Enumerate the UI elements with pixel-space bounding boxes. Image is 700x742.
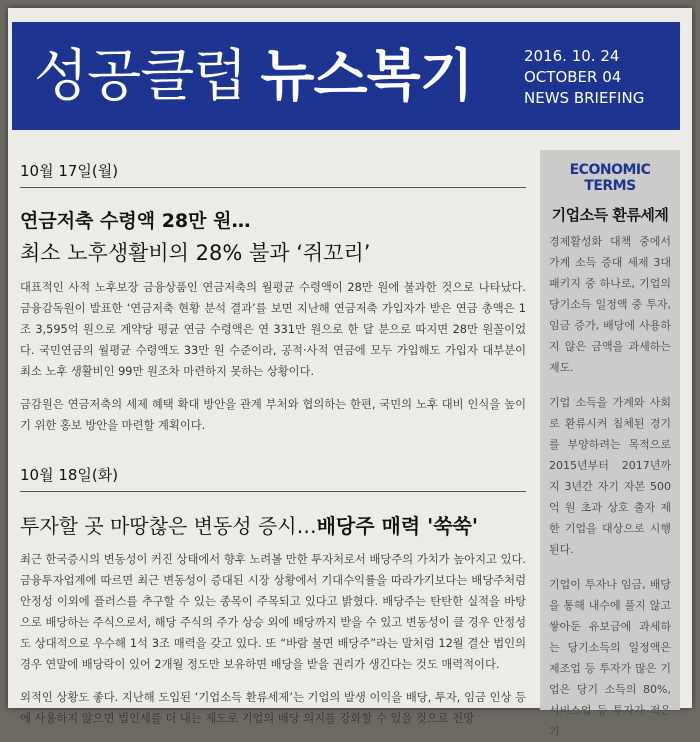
masthead-label: NEWS BRIEFING — [524, 89, 645, 107]
sidebar-term: 기업소득 환류세제 — [551, 206, 669, 224]
article-paragraph: 외적인 상황도 좋다. 지난해 도입된 ‘기업소득 환류세제’는 기업의 발생 이익을 배당, 투자, 임금 인상 등에 사용하지 않으면 법인세를 더 내는 제도로 기업의 배당 의지를 강화할 수 있을 것으로 전망 — [20, 691, 526, 725]
headline-bold-text: 배당주 매력 '쑥쑥' — [316, 514, 479, 538]
article-paragraph: 최근 한국증시의 변동성이 커진 상태에서 향후 노려볼 만한 투자처로서 배당주의 가치가 높아지고 있다. 금융투자업계에 따르면 최근 변동성이 증대된 시장 상황에서 기대수익률을 따라가기보다는 배당주처럼 안정성 이외에 플러스를 추구할 수 있는 종목이 주목되고 있다고 밝혔다. 배당주는 탄탄한 실적을 바탕으로 배당하는 주식으로서, 해당 주식의 주가 상승 외에 배당까지 받을 수 있고 변동성이 클 경우 안정성도 상대적으로 우수해 1석 3조 매력을 갖고 있다. 또 “바람 불면 배당주”라는 말처럼 12월 결산 법인의 경우 연말에 배당락이 있어 2개월 정도만 보유하면 배당을 받을 권리가 생긴다는 것도 매력적이다. — [20, 553, 526, 671]
article-date: 10월 18일(화) — [20, 464, 526, 492]
article-subheadline: 최소 노후생활비의 28% 불과 ‘쥐꼬리’ — [20, 241, 371, 265]
masthead-title-club: 성공클럽 — [34, 44, 247, 109]
headline-normal-text: 투자할 곳 마땅찮은 변동성 증시… — [20, 514, 317, 538]
masthead-title-news: 뉴스복기 — [260, 44, 473, 109]
masthead-date: 2016. 10. 24 — [524, 47, 620, 65]
masthead-edition: OCTOBER 04 — [524, 68, 622, 86]
sidebar-title: ECONOMIC TERMS — [569, 162, 651, 194]
masthead — [12, 22, 680, 130]
sidebar-paragraph: 경제활성화 대책 중에서 가계 소득 증대 세제 3대 패키지 중 하나로, 기업의 당기소득 일정액 중 투자, 임금 증가, 배당에 사용하지 않은 금액을 과세하는 제도. — [549, 235, 671, 374]
sidebar-paragraph: 기업 소득을 가계와 사회로 환류시켜 침체된 경기를 부양하려는 목적으로 2015년부터 2017년까지 3년간 자기 자본 500억 원 초과 상호 출자 제한 기업을 대상으로 시행된다. — [549, 396, 671, 556]
economic-terms-sidebar — [540, 150, 680, 738]
article-oct17 — [20, 160, 526, 436]
article-paragraph: 대표적인 사적 노후보장 금융상품인 연금저축의 월평균 수령액이 28만 원에 불과한 것으로 나타났다. 금융감독원이 발표한 ‘연금저축 현황 분석 결과’를 보면 지난해 연금저축 가입자가 받은 연금 총액은 1조 3,595억 원으로 계약당 평균 연금 수령액은 연 331만 원으로 한 달 분으로 따지면 28만 원꼴이었다. 국민연금의 월평균 수령액도 33만 원 수준이라, 공적·사적 연금에 모두 가입해도 가입자 대부분이 최소 노후 생활비인 99만 원조차 마련하지 못하는 상황이다. — [20, 281, 526, 378]
article-date: 10월 17일(월) — [20, 160, 526, 188]
article-headline — [20, 510, 526, 539]
masthead-dateline — [524, 46, 644, 109]
article-paragraph: 금감원은 연금저축의 세제 혜택 확대 방안을 관계 부처와 협의하는 한편, 국민의 노후 대비 인식을 높이기 위한 홍보 방안을 마련할 계획이다. — [20, 398, 526, 432]
masthead-title — [34, 42, 473, 112]
sidebar-paragraph: 기업이 투자나 임금, 배당을 통해 내수에 풀지 않고 쌓아둔 유보금에 과세하는 당기소득의 일정액은 제조업 등 투자가 많은 기업은 당기 소득의 80%, 서비스업 등 투자가 적은 기 — [549, 578, 671, 738]
article-headline: 연금저축 수령액 28만 원… — [20, 210, 251, 232]
main-column — [20, 160, 526, 729]
article-oct18 — [20, 464, 526, 729]
